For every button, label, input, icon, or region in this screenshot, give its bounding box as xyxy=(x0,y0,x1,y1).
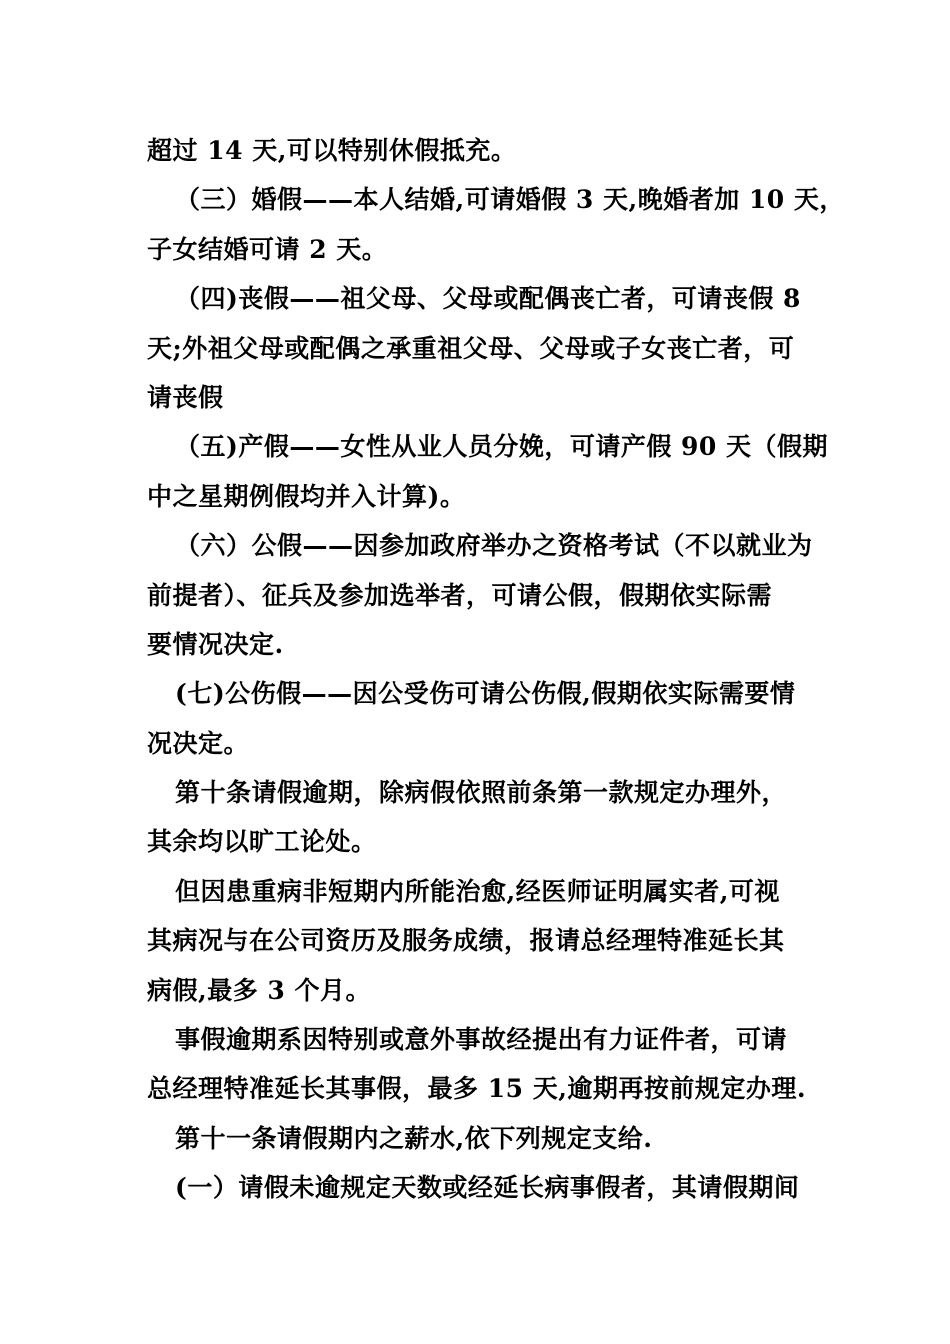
document-line: 但因患重病非短期内所能治愈,经医师证明属实者,可视 xyxy=(175,876,780,906)
document-line: 其病况与在公司资历及服务成绩，报请总经理特准延长其 xyxy=(147,926,785,956)
document-line: （六）公假——因参加政府举办之资格考试（不以就业为 xyxy=(175,531,813,561)
document-line: 前提者）、征兵及参加选举者，可请公假，假期依实际需 xyxy=(147,580,773,610)
document-line: (七)公伤假——因公受伤可请公伤假,假期依实际需要情 xyxy=(175,679,796,709)
document-line: （三）婚假——本人结婚,可请婚假 3 天,晚婚者加 10 天， xyxy=(175,185,845,215)
document-line: 超过 14 天,可以特别休假抵充。 xyxy=(147,136,517,165)
document-body xyxy=(147,126,845,1213)
document-line: 要情况决定. xyxy=(147,629,284,659)
document-line: 总经理特准延长其事假，最多 15 天,逾期再按前规定办理. xyxy=(147,1074,807,1104)
document-line: 况决定。 xyxy=(147,728,250,758)
document-line: (一）请假未逾规定天数或经延长病事假者，其请假期间 xyxy=(175,1173,800,1203)
document-line: 第十一条请假期内之薪水,依下列规定支给. xyxy=(175,1123,653,1153)
document-line: 请丧假 xyxy=(147,382,224,412)
document-line: 其余均以旷工论处。 xyxy=(147,827,377,857)
document-line: 子女结婚可请 2 天。 xyxy=(147,234,388,264)
document-line: 第十条请假逾期，除病假依照前条第一款规定办理外， xyxy=(175,778,788,808)
document-line: 天;外祖父母或配偶之承重祖父母、父母或子女丧亡者，可 xyxy=(147,333,795,363)
document-line: 事假逾期系因特别或意外事故经提出有力证件者，可请 xyxy=(175,1025,788,1055)
document-line: （五)产假——女性从业人员分娩，可请产假 90 天（假期 xyxy=(175,432,829,462)
document-line: 病假,最多 3 个月。 xyxy=(147,975,372,1005)
document-line: 中之星期例假均并入计算)。 xyxy=(147,481,466,511)
document-line: （四)丧假——祖父母、父母或配偶丧亡者，可请丧假 8 xyxy=(175,284,801,314)
